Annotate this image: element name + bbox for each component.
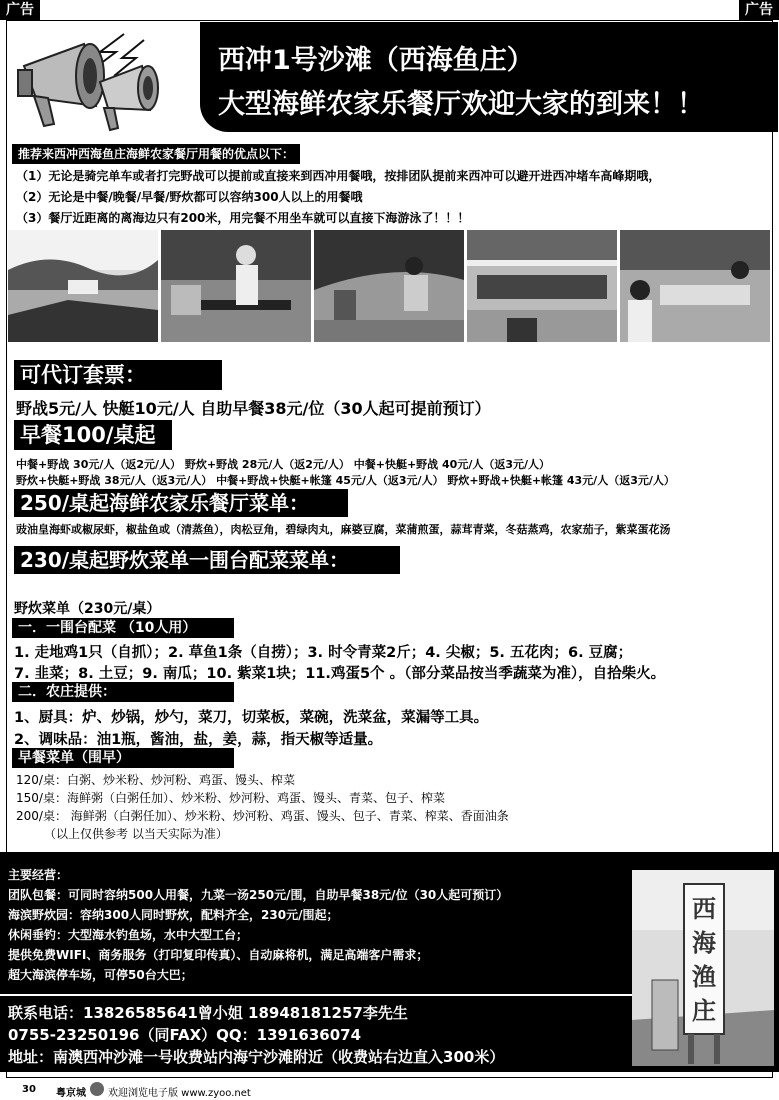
breakfast-title: 早餐100/桌起	[14, 420, 172, 450]
photo-strip	[8, 230, 770, 342]
sub2-title: 二．农庄提供：	[12, 682, 234, 702]
breakfast-line: 120/桌：白粥、炒米粉、炒河粉、鸡蛋、馒头、榨菜	[16, 773, 295, 787]
provide-line: 1、厨具：炉、炒锅，炒勺，菜刀，切菜板，菜碗，洗菜盆，菜漏等工具。	[14, 710, 489, 726]
page-number: 30	[22, 1084, 36, 1095]
title-line-1: 西冲1号沙滩（西海鱼庄）	[218, 45, 534, 76]
sub1-title: 一．一围台配菜 （10人用）	[12, 618, 234, 638]
megaphone-icon	[4, 26, 194, 134]
provide-line: 2、调味品：油1瓶，酱油，盐，姜，蒜，指天椒等适量。	[14, 732, 383, 748]
breakfast-line: 200/桌： 海鲜粥（白粥任加）、炒米粉、炒河粉、鸡蛋、馒头、包子、青菜、榨菜、香面油条	[16, 809, 509, 823]
ad-label-left: 广告	[0, 0, 40, 20]
sub3-title: 早餐菜单（围早）	[12, 748, 234, 768]
dish-line: 1. 走地鸡1只（自抓）；2. 草鱼1条（自捞）；3. 时令青菜2斤；4. 尖椒；5. 五花肉；6. 豆腐；	[14, 645, 633, 661]
tickets-line: 野战5元/人 快艇10元/人 自助早餐38元/位（30人起可提前预订）	[16, 399, 491, 418]
sign-photo	[632, 870, 774, 1066]
page-footer	[0, 1080, 779, 1100]
contact-phone: 联系电话：13826585641曾小姐 18948181257李先生	[8, 1004, 408, 1022]
biz-line: 团队包餐：可同时容纳500人用餐，九菜一汤250元/围，自助早餐38元/位（30人起可预订）	[8, 888, 509, 902]
advantages-header: 推荐来西冲西海鱼庄海鲜农家餐厅用餐的优点以下：	[12, 144, 300, 164]
title-banner	[200, 22, 778, 132]
combo-row: 中餐+野战 30元/人（返2元/人） 野炊+野战 28元/人（返2元/人） 中餐+快艇+野战 40元/人（返3元/人）	[16, 458, 551, 471]
menu230-title: 230/桌起野炊菜单一围台配菜菜单：	[14, 546, 400, 574]
menu250-line: 豉油皇海虾或椒尿虾，椒盐鱼或（清蒸鱼），肉松豆角，碧绿肉丸，麻婆豆腐，菜蒲煎蛋，蒜茸青菜，冬菇蒸鸡，农家茄子，紫菜蛋花汤	[16, 523, 671, 536]
footer-divider	[0, 994, 632, 996]
dish-line: 7. 韭菜；8. 土豆；9. 南瓜；10. 紫菜1块；11.鸡蛋5个 。（部分菜品按当季蔬菜为准），自拾柴火。	[14, 666, 666, 682]
menu250-title: 250/桌起海鲜农家乐餐厅菜单：	[14, 489, 348, 517]
contact-address: 地址：南澳西冲沙滩一号收费站内海宁沙滩附近（收费站右边直入300米）	[8, 1048, 505, 1066]
photo-lake	[8, 230, 158, 342]
main-business-title: 主要经营：	[8, 868, 69, 882]
bbq-menu-title: 野炊菜单（230元/桌）	[14, 601, 161, 617]
advantage-item: （2）无论是中餐/晚餐/早餐/野炊都可以容纳300人以上的用餐哦	[16, 190, 363, 204]
tickets-title: 可代订套票：	[14, 360, 222, 390]
advantage-item: （1）无论是骑完单车或者打完野战可以提前或直接来到西冲用餐哦，按排团队提前来西冲可以避开进西冲堵车高峰期哦，	[16, 169, 661, 183]
breakfast-note: （以上仅供参考 以当天实际为准）	[44, 827, 228, 841]
biz-line: 提供免费WIFI、商务服务（打印复印传真）、自动麻将机，满足高端客户需求；	[8, 948, 429, 962]
photo-dining	[620, 230, 770, 342]
footer-url: 欢迎浏览电子版 www.zyoo.net	[108, 1088, 251, 1099]
magazine-name: 粤京城	[56, 1088, 86, 1099]
biz-line: 海滨野炊园：容纳300人同时野炊，配料齐全，230元/围起；	[8, 908, 339, 922]
photo-restaurant	[467, 230, 617, 342]
photo-cooking	[161, 230, 311, 342]
biz-line: 超大海滨停车场，可停50台大巴；	[8, 968, 193, 982]
photo-cooking-outdoor	[314, 230, 464, 342]
breakfast-line: 150/桌：海鲜粥（白粥任加）、炒米粉、炒河粉、鸡蛋、馒头、青菜、包子、榨菜	[16, 791, 445, 805]
combo-row: 野炊+快艇+野战 38元/人（返3元/人） 中餐+野战+快艇+帐篷 45元/人（返3元/人） 野炊+野战+快艇+帐篷 43元/人（返3元/人）	[16, 474, 675, 487]
logo-icon	[90, 1082, 104, 1096]
advantage-item: （3）餐厅近距离的离海边只有200米，用完餐不用坐车就可以直接下海游泳了！！！	[16, 211, 470, 225]
title-line-2: 大型海鲜农家乐餐厅欢迎大家的到来！！	[218, 89, 704, 120]
ad-label-right: 广告	[739, 0, 779, 20]
sign-text: 西海渔庄	[692, 894, 716, 1025]
contact-fax-qq: 0755-23250196（同FAX）QQ：1391636074	[8, 1026, 362, 1044]
biz-line: 休闲垂钓：大型海水钓鱼场，水中大型工台；	[8, 928, 249, 942]
